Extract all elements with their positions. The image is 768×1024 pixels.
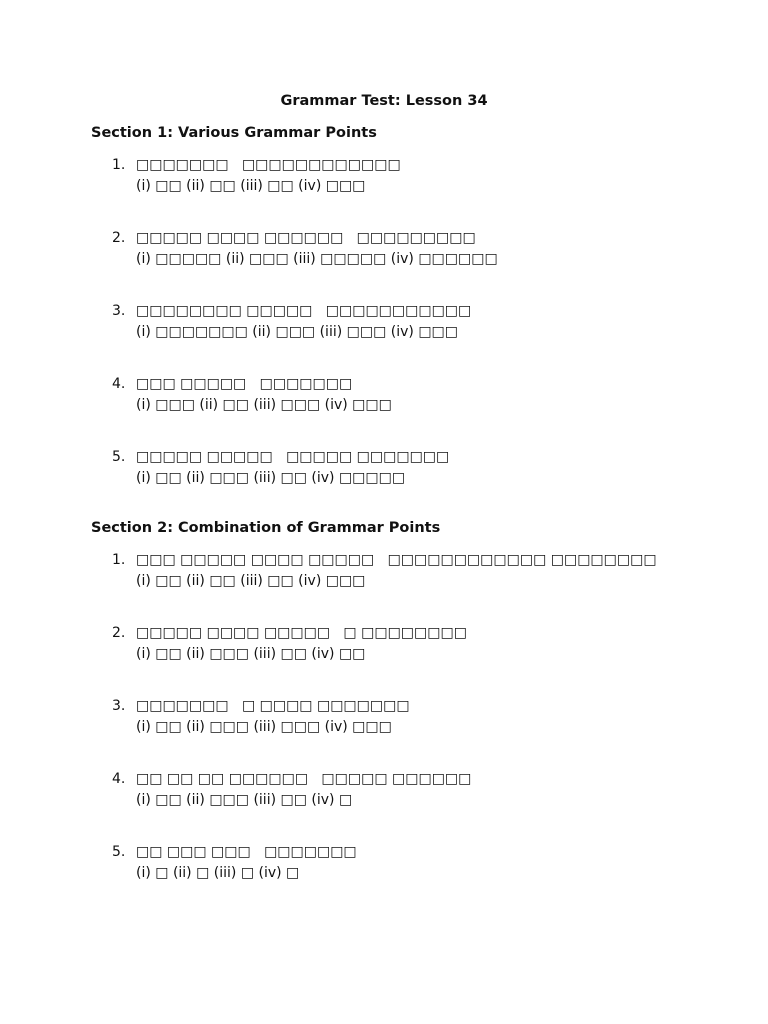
- question-text: □□□□□□□ □□□□□□□□□□□□: [136, 157, 401, 173]
- section-2-heading: Section 2: Combination of Grammar Points: [91, 520, 441, 536]
- question-number: 4.: [112, 771, 126, 787]
- question-options: (i) □□□ (ii) □□ (iii) □□□ (iv) □□□: [136, 397, 392, 413]
- question-item: [91, 623, 731, 683]
- question-text: □□□□□ □□□□□ □□□□□ □□□□□□□: [136, 449, 450, 465]
- question-item: [91, 228, 731, 288]
- question-item: [91, 696, 731, 756]
- section-1: [91, 124, 731, 507]
- question-options: (i) □□□□□ (ii) □□□ (iii) □□□□□ (iv) □□□□□□: [136, 251, 498, 267]
- question-options: (i) □□ (ii) □□ (iii) □□ (iv) □□□: [136, 178, 366, 194]
- question-item: [91, 374, 731, 434]
- question-item: [91, 301, 731, 361]
- question-text: □□□ □□□□□ □□□□□□□: [136, 376, 353, 392]
- question-number: 2.: [112, 230, 126, 246]
- question-text: □□□□□□□□ □□□□□ □□□□□□□□□□□: [136, 303, 472, 319]
- question-item: [91, 550, 731, 610]
- document-title: Grammar Test: Lesson 34: [280, 93, 488, 109]
- question-options: (i) □ (ii) □ (iii) □ (iv) □: [136, 865, 300, 881]
- question-item: [91, 842, 731, 902]
- question-text: □□□□□□□ □ □□□□ □□□□□□□: [136, 698, 410, 714]
- question-text: □□ □□ □□ □□□□□□ □□□□□ □□□□□□: [136, 771, 472, 787]
- question-number: 3.: [112, 303, 126, 319]
- question-text: □□□□□ □□□□ □□□□□ □ □□□□□□□□: [136, 625, 467, 641]
- question-options: (i) □□ (ii) □□□ (iii) □□□ (iv) □□□: [136, 719, 392, 735]
- question-text: □□ □□□ □□□ □□□□□□□: [136, 844, 357, 860]
- section-2: [91, 519, 731, 902]
- question-options: (i) □□ (ii) □□□ (iii) □□ (iv) □: [136, 792, 353, 808]
- question-options: (i) □□ (ii) □□□ (iii) □□ (iv) □□: [136, 646, 366, 662]
- question-number: 1.: [112, 552, 126, 568]
- question-number: 2.: [112, 625, 126, 641]
- question-options: (i) □□ (ii) □□ (iii) □□ (iv) □□□: [136, 573, 366, 589]
- question-number: 4.: [112, 376, 126, 392]
- question-options: (i) □□□□□□□ (ii) □□□ (iii) □□□ (iv) □□□: [136, 324, 458, 340]
- question-options: (i) □□ (ii) □□□ (iii) □□ (iv) □□□□□: [136, 470, 406, 486]
- question-item: [91, 155, 731, 215]
- question-text: □□□ □□□□□ □□□□ □□□□□ □□□□□□□□□□□□ □□□□□□□□: [136, 552, 657, 568]
- section-1-heading: Section 1: Various Grammar Points: [91, 125, 377, 141]
- question-text: □□□□□ □□□□ □□□□□□ □□□□□□□□□: [136, 230, 476, 246]
- section-2-question-list: [91, 550, 731, 902]
- question-number: 3.: [112, 698, 126, 714]
- question-number: 5.: [112, 844, 126, 860]
- question-number: 5.: [112, 449, 126, 465]
- question-number: 1.: [112, 157, 126, 173]
- question-item: [91, 769, 731, 829]
- question-item: [91, 447, 731, 507]
- section-1-question-list: [91, 155, 731, 507]
